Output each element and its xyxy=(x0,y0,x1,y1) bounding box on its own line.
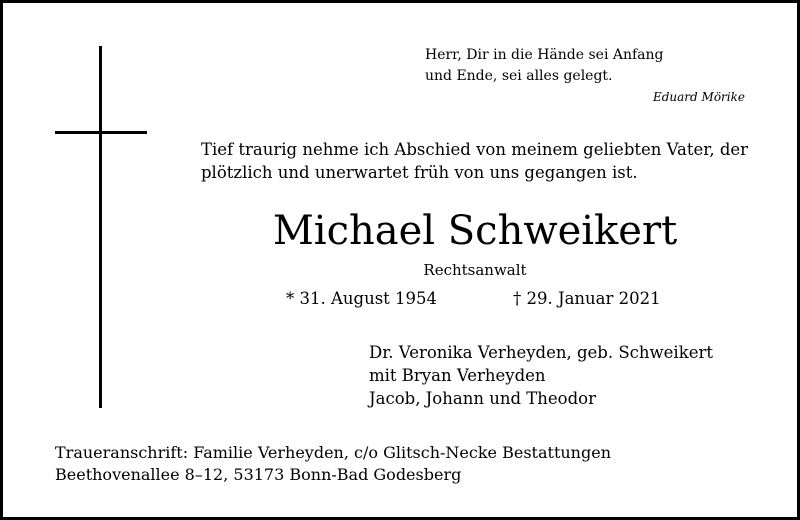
address-line: Beethovenallee 8–12, 53173 Bonn-Bad Godesberg xyxy=(55,465,462,484)
quote-line: und Ende, sei alles gelegt. xyxy=(425,68,613,84)
mourners xyxy=(369,341,713,410)
quote-author: Eduard Mörike xyxy=(652,90,745,104)
address-line: Traueranschrift: Familie Verheyden, c/o Glitsch-Necke Bestattungen xyxy=(55,443,611,462)
intro-line: plötzlich und unerwartet früh von uns gegangen ist. xyxy=(201,163,638,182)
death-date: † 29. Januar 2021 xyxy=(513,289,661,308)
deceased-profession: Rechtsanwalt xyxy=(423,261,527,279)
deceased-name: Michael Schweikert xyxy=(272,208,678,254)
mourning-address xyxy=(55,442,611,486)
intro-text xyxy=(201,138,761,184)
quote-line: Herr, Dir in die Hände sei Anfang xyxy=(425,47,664,63)
mourner-line: Dr. Veronika Verheyden, geb. Schweikert xyxy=(369,343,713,362)
intro-line: Tief traurig nehme ich Abschied von meinem geliebten Vater, der xyxy=(201,140,749,159)
mourner-line: mit Bryan Verheyden xyxy=(369,366,546,385)
birth-date: * 31. August 1954 xyxy=(286,289,438,308)
cross-horizontal-bar xyxy=(55,131,147,134)
mourner-line: Jacob, Johann und Theodor xyxy=(369,389,596,408)
quote xyxy=(425,45,745,87)
